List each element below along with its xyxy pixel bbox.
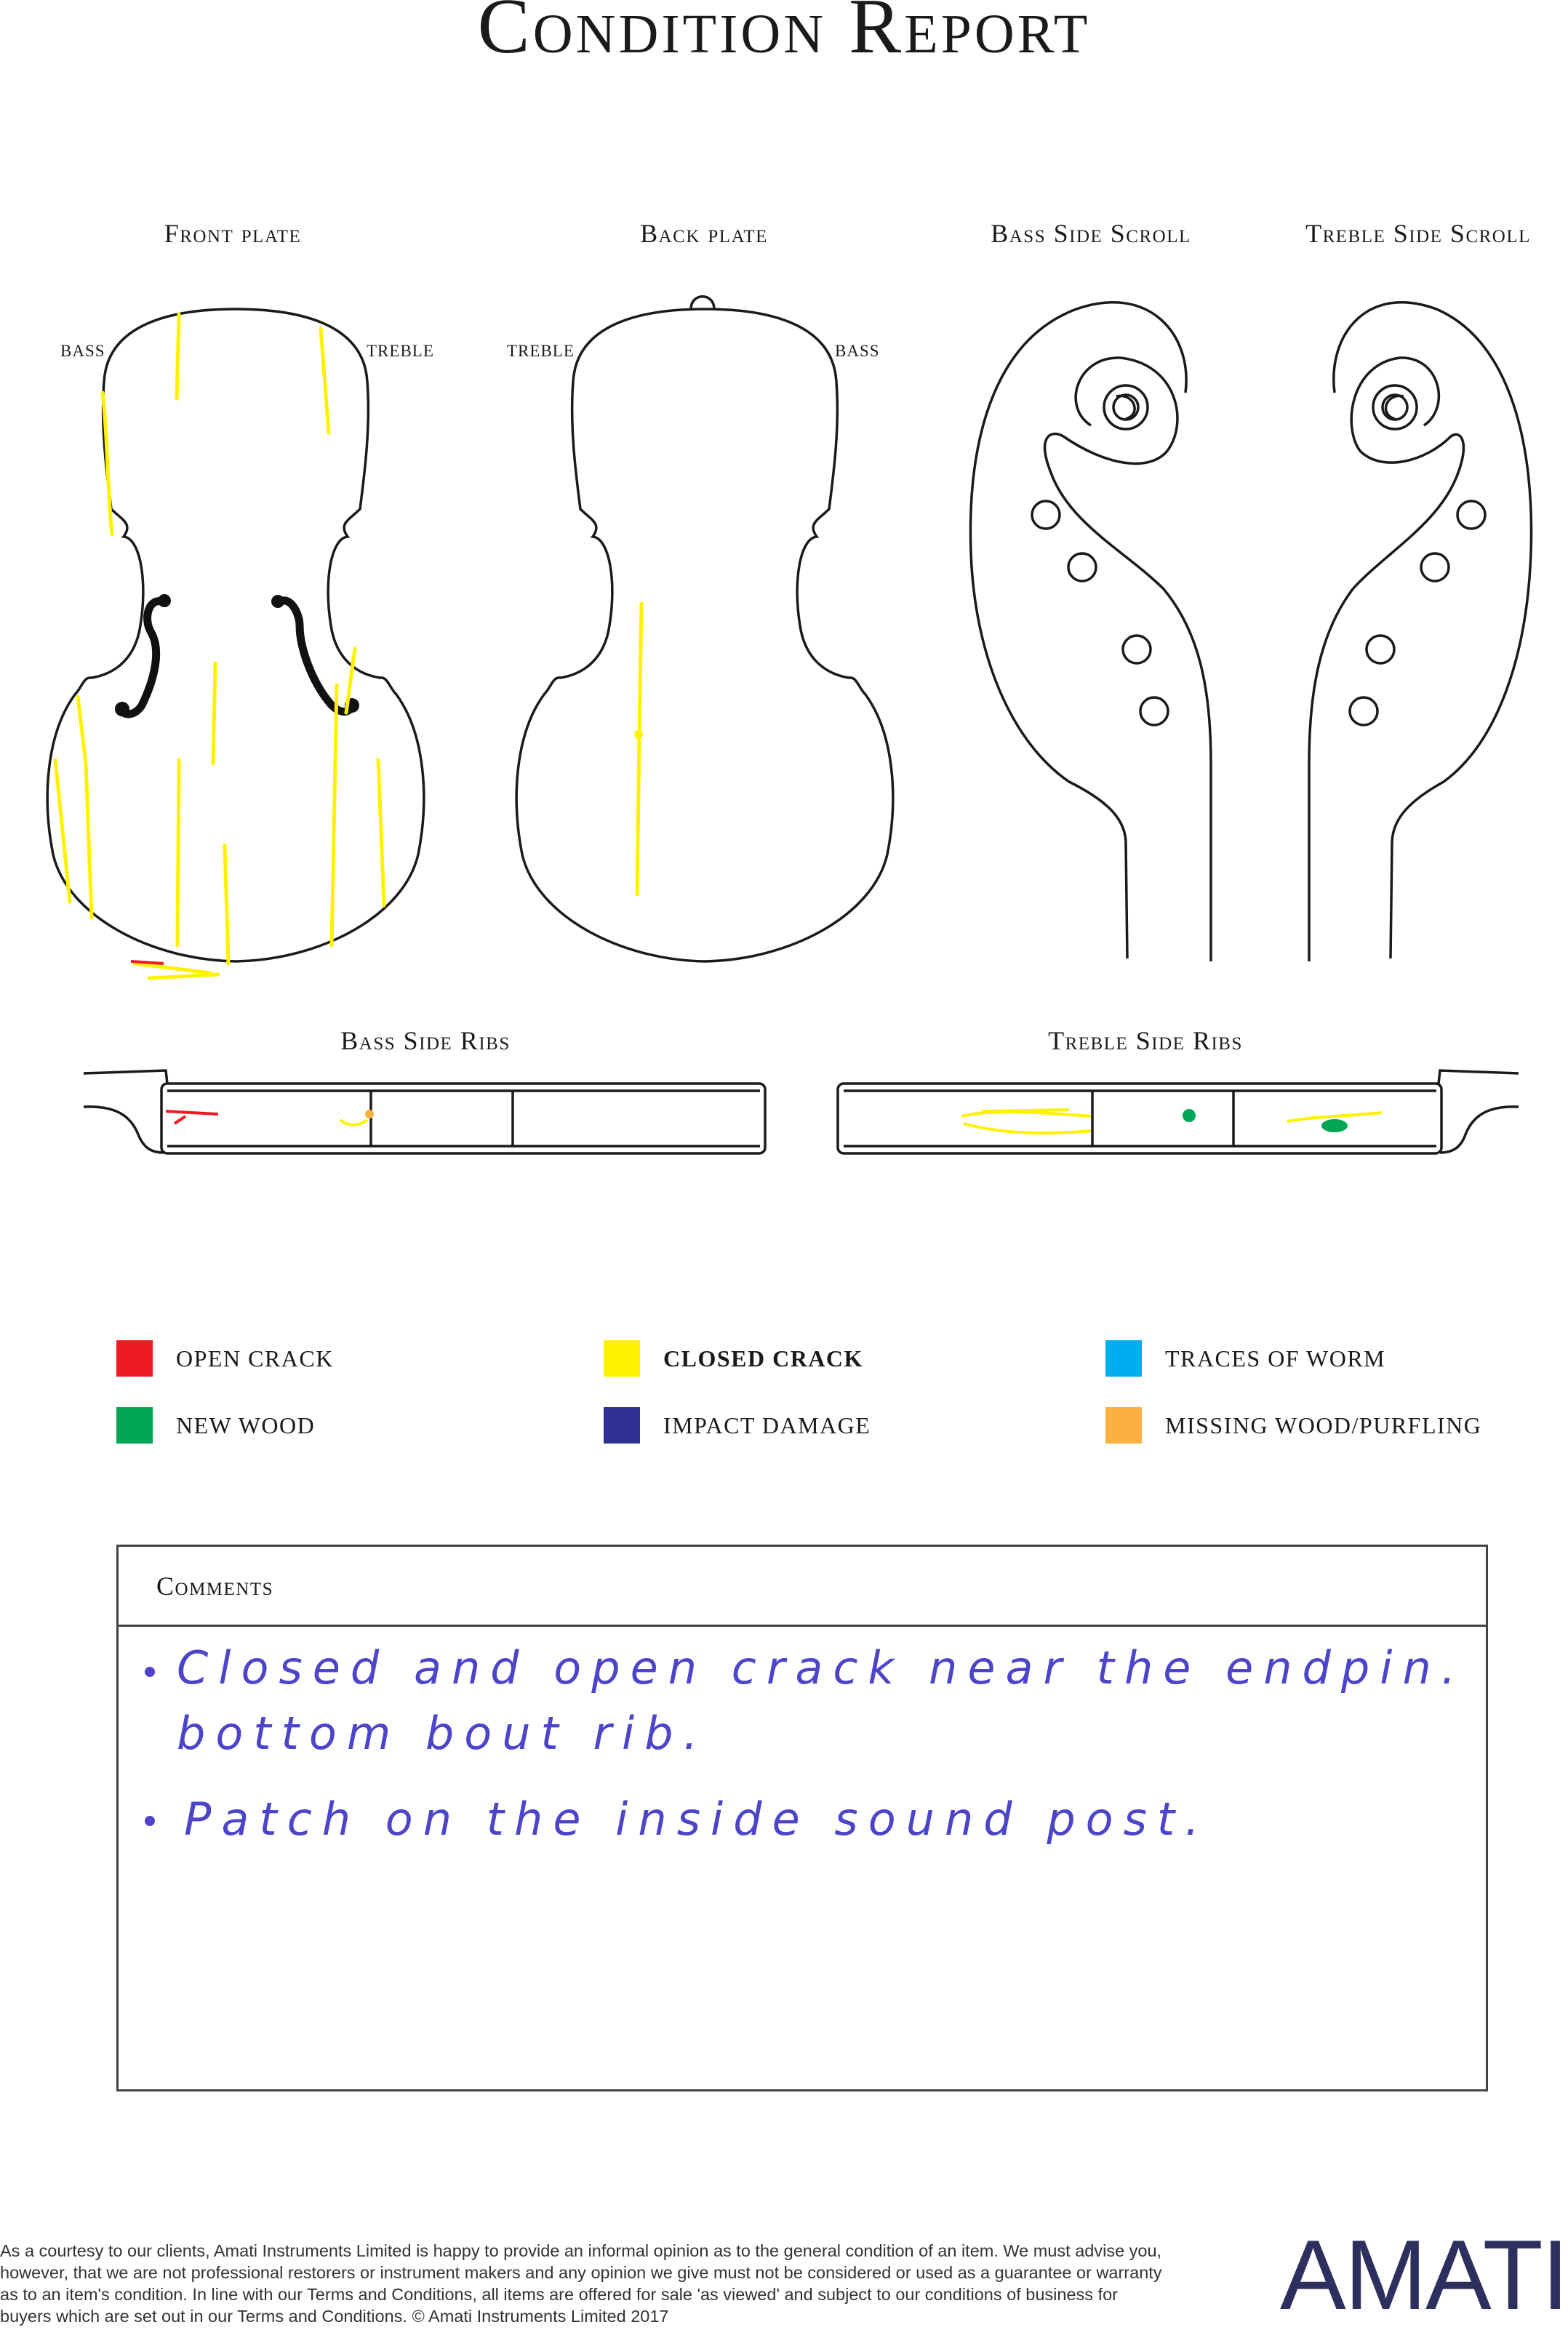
front-plate-label: Front plate [164,219,302,248]
legend-column-3 [1105,1340,1385,1377]
treble-side-scroll-drawing [1309,303,1532,961]
back-plate-drawing [516,297,893,961]
legend-label: IMPACT DAMAGE [663,1412,871,1438]
legend-label: MISSING WOOD/PURFLING [1165,1412,1482,1438]
legend-item-open-crack [116,1340,334,1377]
legend-label: CLOSED CRACK [663,1345,863,1372]
legend-column-2 [604,1340,863,1377]
front-treble-label: TREBLE [367,342,434,360]
legend-row-2-col-3 [1105,1406,1481,1444]
closed-crack-swatch [604,1340,640,1377]
legend-label: TRACES OF WORM [1165,1345,1386,1372]
legend-item-impact-damage [604,1406,871,1444]
legend-row-2-col-2 [604,1406,871,1444]
bass-side-ribs-label: Bass Side Ribs [340,1026,511,1055]
traces-of-worm-swatch [1105,1340,1142,1377]
impact-damage-swatch [604,1407,640,1444]
comment-line-1[interactable]: Closed and open crack near the endpin. [177,1641,1466,1694]
legend-label: NEW WOOD [176,1412,316,1438]
legend-item-traces-of-worm [1105,1340,1385,1377]
bass-side-scroll-label: Bass Side Scroll [991,219,1191,248]
open-crack-swatch [116,1340,153,1377]
disclaimer-text: As a courtesy to our clients, Amati Instruments Limited is happy to provide an informal opinion as to the general condition of an item. We must advise you, however, that we are not professional restorers or instrument makers and any opinion we give must not be considered or used as a guarantee or warranty as to an item's condition. In line with our Terms and Conditions, all items are offered for sale 'as viewed' and subject to our conditions of business for buyers which are set out in our Terms and Conditions. © Amati Instruments Limited 2017 [0,2241,1162,2326]
treble-side-scroll-label: Treble Side Scroll [1305,219,1531,248]
legend-row-2-col-1 [116,1406,315,1444]
comment-bullet [145,1816,155,1826]
amati-logo: AMATI [1280,2219,1568,2330]
page-title: Condition Report [477,0,1091,70]
legend [116,1340,334,1377]
treble-side-ribs-drawing [838,1070,1519,1153]
back-treble-label: TREBLE [507,342,575,360]
comments-box [116,1545,1488,2091]
back-bass-label: BASS [835,342,880,360]
comments-heading: Comments [119,1547,1486,1627]
front-plate-drawing [47,309,424,978]
bass-side-ribs-drawing [84,1070,765,1153]
new-wood-swatch [116,1407,153,1444]
comment-line-2[interactable]: bottom bout rib. [177,1707,708,1760]
comment-line-3[interactable]: Patch on the inside sound post. [184,1793,1209,1846]
legend-label: OPEN CRACK [176,1345,334,1372]
comment-bullet [145,1667,155,1677]
treble-side-ribs-label: Treble Side Ribs [1048,1026,1243,1055]
legend-item-closed-crack [604,1340,863,1377]
back-plate-label: Back plate [640,219,768,248]
legend-item-missing-wood-purfling [1105,1406,1481,1444]
bass-side-scroll-drawing [970,303,1211,961]
front-bass-label: BASS [60,342,105,360]
legend-item-new-wood [116,1406,315,1444]
missing-wood-swatch [1105,1407,1142,1444]
